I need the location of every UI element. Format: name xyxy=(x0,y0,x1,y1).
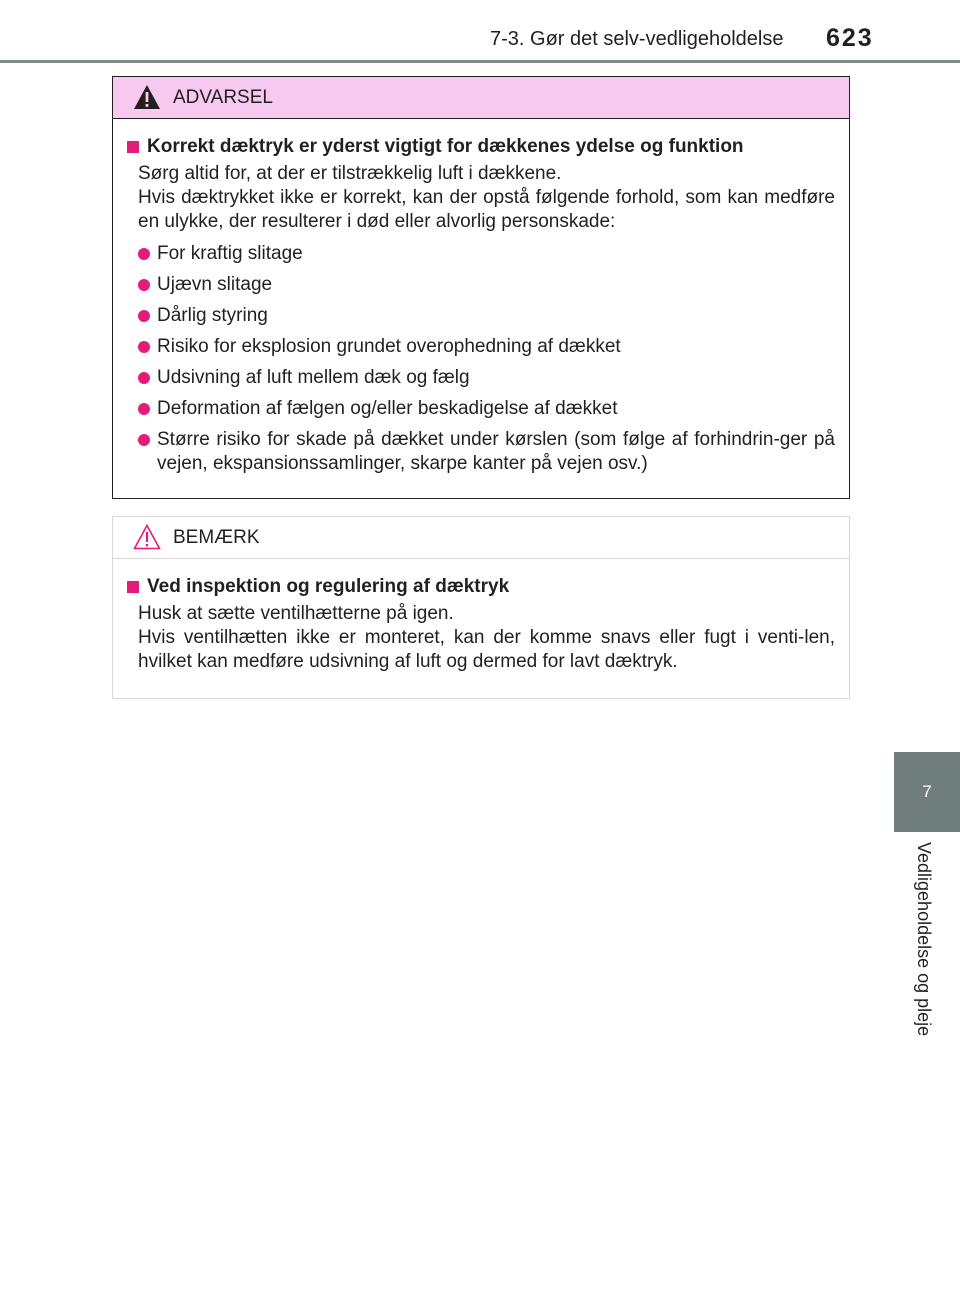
round-bullet-icon xyxy=(138,372,150,384)
list-item: Risiko for eksplosion grundet overophedning af dækket xyxy=(138,335,835,359)
list-item: Deformation af fælgen og/eller beskadigelse af dækket xyxy=(138,397,835,421)
notice-topic-text: Ved inspektion og regulering af dæktryk xyxy=(147,576,510,597)
warning-box-header xyxy=(113,77,849,119)
section-title: 7-3. Gør det selv-vedligeholdelse xyxy=(490,28,784,50)
warning-box xyxy=(112,76,850,499)
warning-line: Sørg altid for, at der er tilstrækkelig luft i dækkene. xyxy=(138,163,562,184)
square-bullet-icon xyxy=(127,581,139,593)
notice-line: Husk at sætte ventilhætterne på igen. xyxy=(138,603,454,624)
list-item: Udsivning af luft mellem dæk og fælg xyxy=(138,366,835,390)
round-bullet-icon xyxy=(138,341,150,353)
notice-paragraph xyxy=(127,602,835,674)
round-bullet-icon xyxy=(138,248,150,260)
list-item: Større risiko for skade på dækket under kørslen (som følge af forhindrin-ger på vejen, ekspansionssamlinger, skarpe kanter på vejen osv.) xyxy=(138,428,835,476)
warning-paragraph xyxy=(127,162,835,234)
warning-topic-text: Korrekt dæktryk er yderst vigtigt for dækkenes ydelse og funktion xyxy=(147,136,744,157)
round-bullet-icon xyxy=(138,434,150,446)
warning-box-title: ADVARSEL xyxy=(173,87,273,108)
notice-topic xyxy=(127,575,835,599)
warning-triangle-icon xyxy=(133,84,161,115)
notice-box-header xyxy=(113,517,849,559)
list-item: Dårlig styring xyxy=(138,304,835,328)
page-number: 623 xyxy=(826,24,874,52)
list-item: Ujævn slitage xyxy=(138,273,835,297)
warning-line: Hvis dæktrykket ikke er korrekt, kan der opstå følgende forhold, som kan medføre en ulykke, der resulterer i død eller alvorlig personskade: xyxy=(138,187,835,232)
warning-bullet-list xyxy=(127,242,835,476)
round-bullet-icon xyxy=(138,403,150,415)
list-item: For kraftig slitage xyxy=(138,242,835,266)
chapter-tab: 7 xyxy=(894,752,960,832)
notice-box xyxy=(112,516,850,699)
square-bullet-icon xyxy=(127,141,139,153)
warning-topic xyxy=(127,135,835,159)
round-bullet-icon xyxy=(138,310,150,322)
round-bullet-icon xyxy=(138,279,150,291)
notice-line: Hvis ventilhætten ikke er monteret, kan der komme snavs eller fugt i venti-len, hvilket kan medføre udsivning af luft og dermed for lavt dæktryk. xyxy=(138,627,835,672)
header-divider xyxy=(0,60,960,63)
caution-triangle-icon xyxy=(133,524,161,555)
notice-box-title: BEMÆRK xyxy=(173,527,260,548)
chapter-title: Vedligeholdelse og pleje xyxy=(914,842,934,1037)
